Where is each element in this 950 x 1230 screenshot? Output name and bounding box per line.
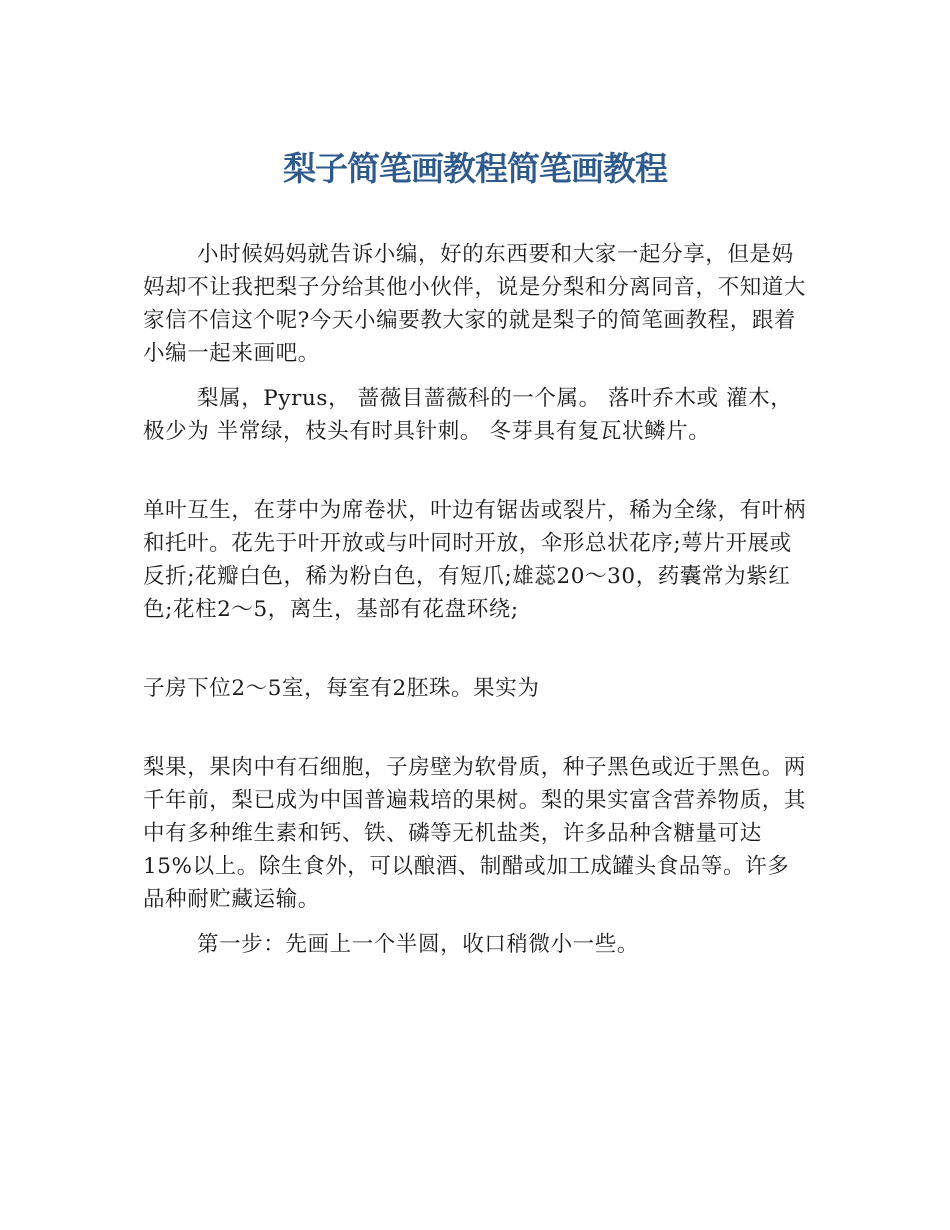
- document-body: [143, 238, 811, 973]
- paragraph-leaves-flowers: 单叶互生，在芽中为席卷状，叶边有锯齿或裂片，稀为全缘，有叶柄和托叶。花先于叶开放或与叶同时开放，伞形总状花序;萼片开展或反折;花瓣白色，稀为粉白色，有短爪;雄蕊20～30，药囊常为紫红色;花柱2～5，离生，基部有花盘环绕;: [143, 498, 807, 622]
- document-title: 梨子简笔画教程简笔画教程: [283, 149, 667, 188]
- paragraph-genus: 梨属，Pyrus， 蔷薇目蔷薇科的一个属。 落叶乔木或 灌木，极少为 半常绿，枝头有时具针刺。 冬芽具有复瓦状鳞片。: [143, 386, 793, 444]
- paragraph-step-one: 第一步：先画上一个半圆，收口稍微小一些。: [197, 932, 640, 957]
- paragraph-intro: 小时候妈妈就告诉小编，好的东西要和大家一起分享，但是妈妈却不让我把梨子分给其他小伙伴，说是分梨和分离同音，不知道大家信不信这个呢?今天小编要教大家的就是梨子的简笔画教程，跟着小编一起来画吧。: [143, 242, 807, 366]
- paragraph-fruit: 梨果，果肉中有石细胞，子房壁为软骨质，种子黑色或近于黑色。两千年前，梨已成为中国普遍栽培的果树。梨的果实富含营养物质，其中有多种维生素和钙、铁、磷等无机盐类，许多品种含糖量可达15%以上。除生食外，可以酿酒、制醋或加工成罐头食品等。许多品种耐贮藏运输。: [143, 755, 807, 912]
- paragraph-ovary: 子房下位2～5室，每室有2胚珠。果实为: [143, 676, 540, 701]
